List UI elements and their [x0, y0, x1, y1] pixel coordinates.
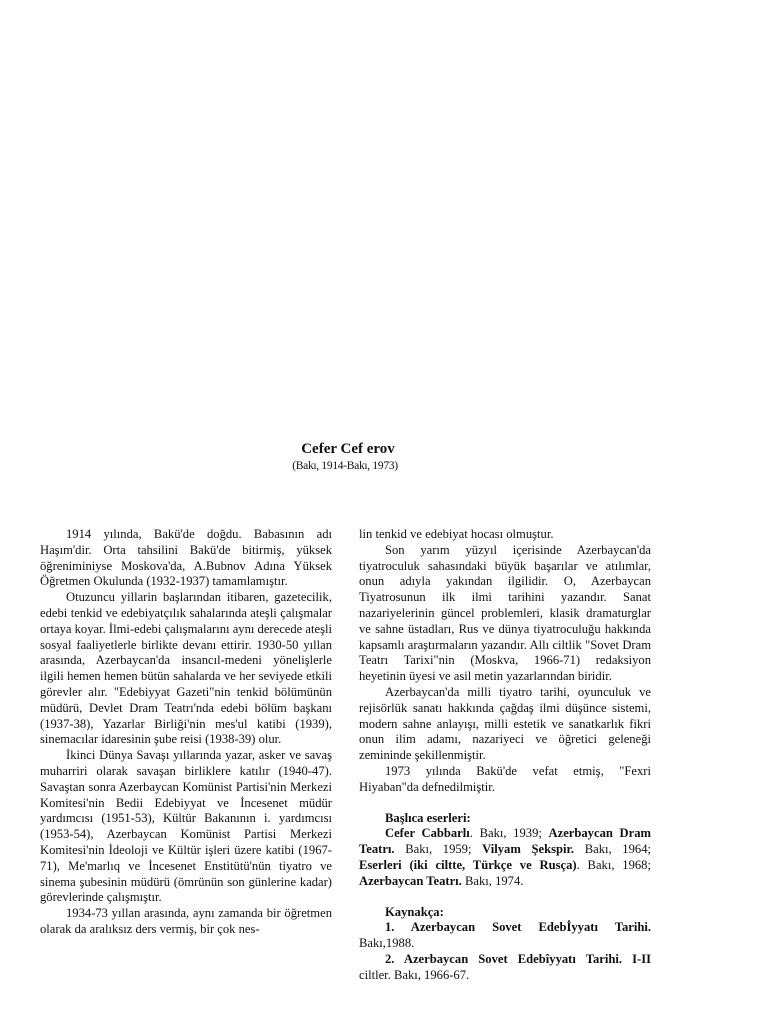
work-details: . Bakı, 1968; — [576, 857, 651, 872]
source-details: Bakı,1988. — [359, 936, 415, 951]
source-item — [359, 920, 651, 952]
works-heading: Başlıca eserleri: — [385, 810, 471, 825]
source-item — [359, 952, 651, 984]
work-title: Azerbaycan Teatrı. — [359, 873, 462, 888]
paragraph-thought: Azerbaycan'da milli tiyatro tarihi, oyunculuk ve rejisörlük sanatı hakkında çağdaş ilmi düşünce sistemi, modern sahne anlayışı, milli estetik ve sanatkarlık fikri onun ilim adamı, nazariyeci ve öğretici geleneği zemininde şekillenmiştir. — [359, 684, 651, 763]
right-column — [359, 527, 651, 984]
paragraph-birth: 1914 yılında, Bakü'de doğdu. Babasının adı Haşım'dir. Orta tahsilini Bakü'de bitirmiş, yüksek öğreniminiyse Moskova'da, A.Bubnov Adına Yüksek Öğretmen Okulunda (1932-1937) tamamlamıştır. — [40, 527, 332, 589]
sources-heading: Kaynakça: — [385, 904, 444, 919]
work-details: Bakı, 1959; — [394, 842, 483, 857]
work-details: . Bakı, 1939; — [469, 826, 549, 841]
works-list — [359, 826, 651, 889]
work-details: Bakı, 1964; — [574, 842, 651, 857]
paragraph-teaching-cont: lin tenkid ve edebiyat hocası olmuştur. — [359, 527, 554, 541]
page-title: Cefer Cef erov — [301, 441, 395, 457]
paragraph-career: Otuzuncu yillarin başlarından itibaren, gazetecilik, edebi tenkid ve edebiyatçılık sahalarında ateşli çalışmalar ortaya koyar. İlmi-edebi çalışmalarını aynı derecede ateşli sosyal faaliyetlerle birlikte devanı ettirir. 1930-50 yıllan arasında, Azerbaycan'da insancıl-medeni yönelişlerle ilgili hemen hemen bütün sahalarda ve her seviyede etkili görevler alır. "Edebiyyat Gazeti"nin tenkid bölümünün müdürü, Devlet Dram Teatrı'nda edebi bölüm başkanı (1937-38), Yazarlar Birliği'nin mes'ul katibi (1939), sinemacılar idaresinin şube reisi (1938-39) olur. — [40, 590, 332, 747]
source-title: 1. Azerbaycan Sovet Edebİyyatı Tarihi. — [385, 920, 651, 935]
left-column — [40, 527, 332, 938]
paragraph-death: 1973 yılında Bakü'de vefat etmiş, "Fexri Hiyaban"da defnedilmiştir. — [359, 763, 651, 794]
paragraph-war: İkinci Dünya Savaşı yıllarında yazar, asker ve savaş muharriri olarak savaşan birliklere katılır (1940-47). Savaştan sonra Azerbaycan Komünist Partisi'nin Merkezi Komitesi'nin Bedii Edebiyyat ve İncesenet müdür yardımcısı (1951-53), Kültür Bakanının i. yardımcısı (1953-54), Azerbaycan Komünist Partisi Merkezi Komitesi'nin İdeoloji ve Kültür işleri üzere katibi (1967-71), Me'marlıq ve İncesenet Enstitütü'nün tiyatro ve sinema şubesinin müdürü (ömrünün son günlerine kadar) görevlerinde çalışmıştır. — [40, 748, 332, 905]
work-details: Bakı, 1974. — [461, 873, 524, 888]
work-title: Vilyam Şekspir. — [482, 842, 575, 857]
source-details: ciltler. Bakı, 1966-67. — [359, 967, 470, 982]
paragraph-teaching: 1934-73 yıllan arasında, aynı zamanda bir öğretmen olarak da aralıksız ders vermiş, bir çok nes- — [40, 906, 332, 936]
work-title: Cefer Cabbarlı — [385, 826, 470, 841]
work-title: Azerbaycan Dram Teatrı. — [359, 826, 651, 857]
work-title: Eserleri (iki ciltte, Türkçe ve Rusça) — [359, 857, 577, 872]
source-title: 2. Azerbaycan Sovet Edebîyyatı Tarihi. I-II — [385, 951, 651, 966]
paragraph-theatre: Son yarım yüzyıl içerisinde Azerbaycan'da tiyatroculuk sahasındaki büyük başarılar ve atılımlar, onun adıyla yakından ilgilidir. O, Azerbaycan Tiyatrosunun ilk ilmi tarihini yazandır. Sanat nazariyelerinin güncel problemleri, klasik dramaturglar ve sahne üstadları, Rus ve dünya tiyatroculuğu hakkında kapsamlı araştırmaların yazandır. Allı ciltlik "Sovet Dram Teatrı Tarixi"nin (Moskva, 1966-71) redaksiyon heyetinin üyesi ve asil metin yazarlarından biridir. — [359, 542, 651, 684]
page-subtitle: (Bakı, 1914-Bakı, 1973) — [292, 460, 398, 472]
